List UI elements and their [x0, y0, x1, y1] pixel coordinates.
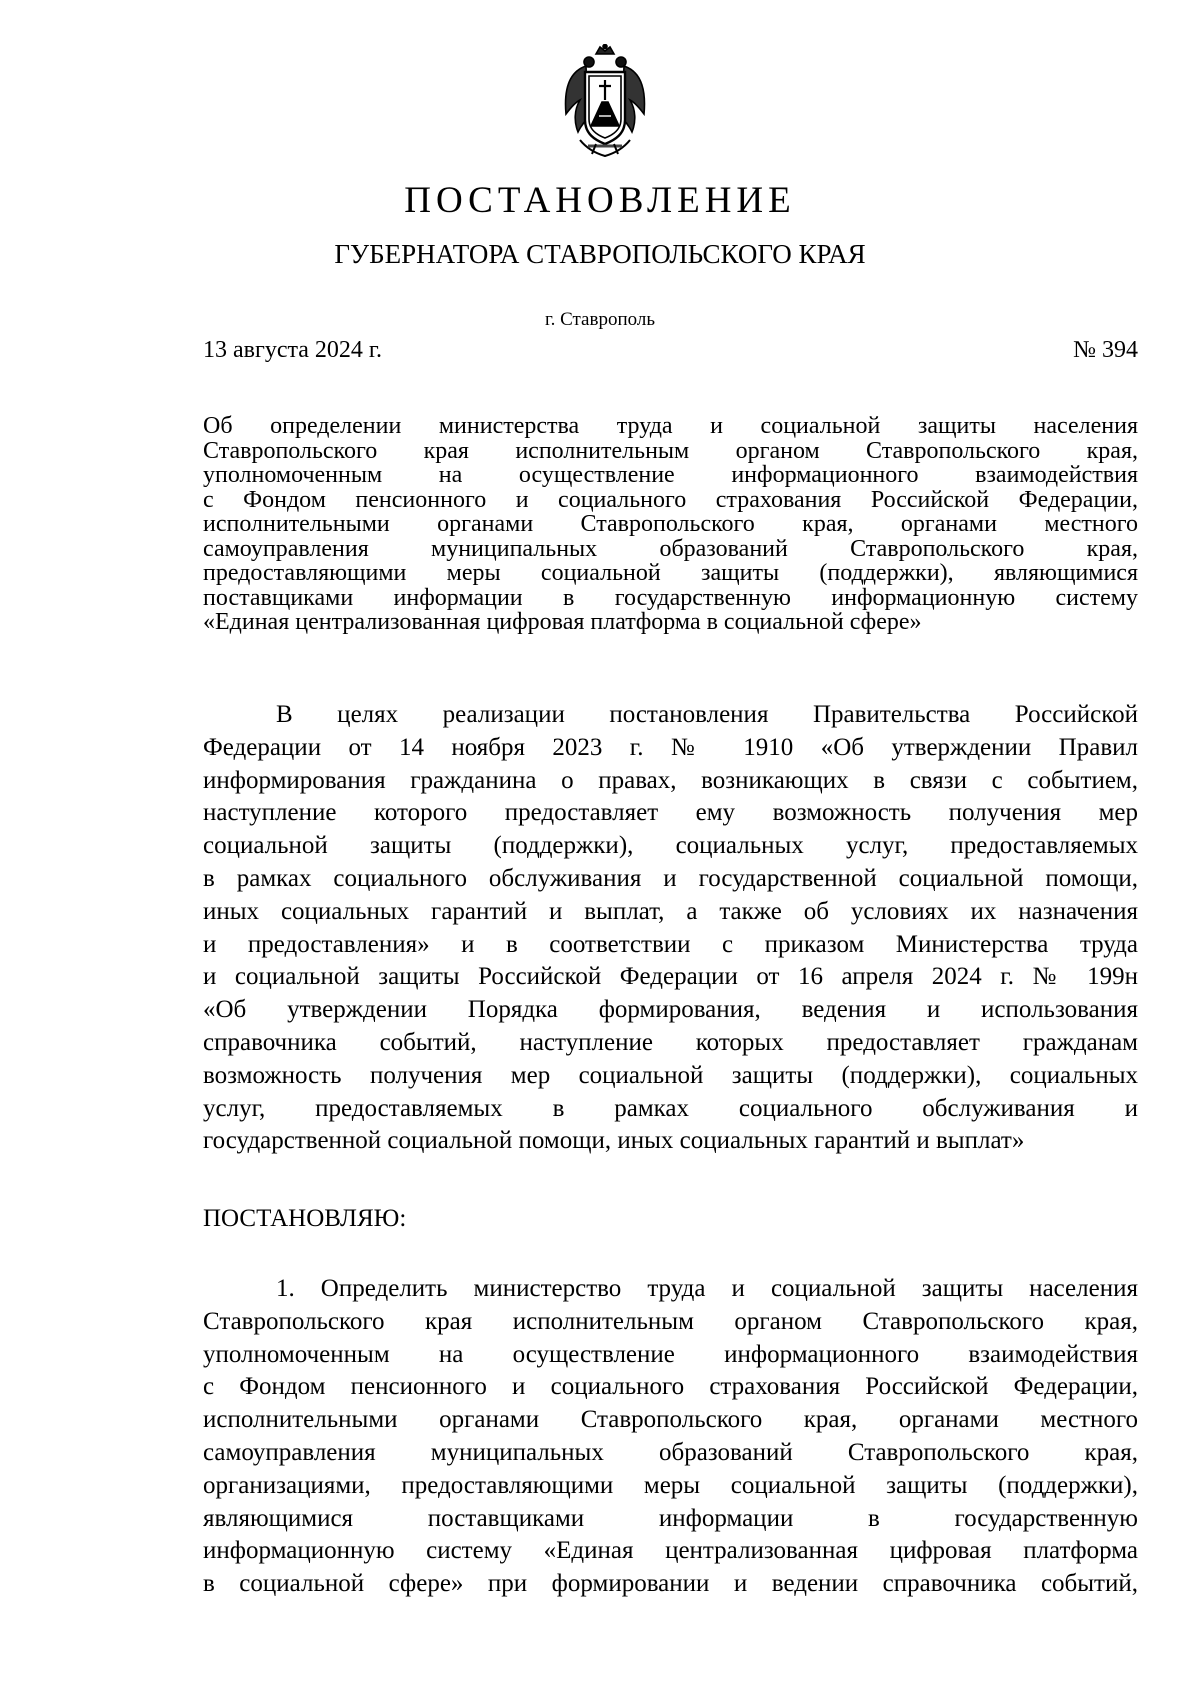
document-number: № 394: [1073, 337, 1138, 363]
heading-line: с Фондом пенсионного и социального страхования Российской Федерации,: [203, 486, 1138, 513]
preamble-line: возможность получения мер социальной защиты (поддержки), социальных: [203, 1061, 1138, 1089]
decree-word: ПОСТАНОВЛЯЮ:: [203, 1205, 407, 1232]
preamble-line: «Об утверждении Порядка формирования, ведения и использования: [203, 996, 1138, 1024]
preamble-line: и предоставления» и в соответствии с приказом Министерства труда: [203, 930, 1138, 958]
city-name: г. Ставрополь: [544, 309, 656, 330]
preamble-line: государственной социальной помощи, иных социальных гарантий и выплат»: [203, 1127, 1025, 1155]
preamble-line: информирования гражданина о правах, возникающих в связи с событием,: [203, 766, 1138, 794]
preamble-line: услуг, предоставляемых в рамках социального обслуживания и: [203, 1094, 1138, 1122]
item-1-paragraph: [203, 1273, 1138, 1601]
preamble-line: В целях реализации постановления Правительства Российской: [276, 701, 1138, 728]
preamble-line: наступление которого предоставляет ему возможность получения мер: [203, 799, 1138, 827]
preamble-paragraph: [203, 699, 1138, 1158]
preamble-line: справочника событий, наступление которых предоставляет гражданам: [203, 1028, 1138, 1056]
heading-line: Об определении министерства труда и социальной защиты населения: [203, 413, 1138, 439]
item-line: являющимися поставщиками информации в государственную: [203, 1504, 1138, 1532]
heading-line: «Единая централизованная цифровая платформа в социальной сфере»: [203, 609, 922, 635]
heading-line: уполномоченным на осуществление информационного взаимодействия: [203, 462, 1138, 488]
preamble-line: Федерации от 14 ноября 2023 г. № 1910 «Об утверждении Правил: [203, 733, 1138, 761]
heading-line: предоставляющими меры социальной защиты (поддержки), являющимися: [203, 560, 1138, 586]
heading-line: самоуправления муниципальных образований Ставропольского края,: [203, 535, 1138, 562]
item-line: информационную систему «Единая централизованная цифровая платформа: [203, 1537, 1138, 1565]
item-line: с Фондом пенсионного и социального страхования Российской Федерации,: [203, 1373, 1138, 1401]
preamble-line: социальной защиты (поддержки), социальных услуг, предоставляемых: [203, 832, 1138, 860]
item-line: исполнительными органами Ставропольского края, органами местного: [203, 1406, 1138, 1434]
heading-line: поставщиками информации в государственную информационную систему: [203, 584, 1138, 611]
item-line: Ставропольского края исполнительным органом Ставропольского края,: [203, 1307, 1138, 1335]
item-line: самоуправления муниципальных образований Ставропольского края,: [203, 1438, 1138, 1466]
item-line: уполномоченным на осуществление информационного взаимодействия: [203, 1340, 1138, 1368]
item-line: 1. Определить министерство труда и социальной защиты населения: [276, 1275, 1138, 1302]
preamble-line: иных социальных гарантий и выплат, а также об условиях их назначения: [203, 897, 1138, 925]
preamble-line: в рамках социального обслуживания и государственной социальной помощи,: [203, 864, 1138, 892]
heading-line: Ставропольского края исполнительным органом Ставропольского края,: [203, 437, 1138, 464]
coat-of-arms-emblem: [558, 44, 652, 162]
preamble-line: и социальной защиты Российской Федерации от 16 апреля 2024 г. № 199н: [203, 963, 1138, 991]
item-line: организациями, предоставляющими меры социальной защиты (поддержки),: [203, 1471, 1138, 1499]
heading-line: исполнительными органами Ставропольского края, органами местного: [203, 511, 1138, 537]
document-subtitle: ГУБЕРНАТОРА СТАВРОПОЛЬСКОГО КРАЯ: [334, 239, 866, 269]
document-date: 13 августа 2024 г.: [203, 337, 383, 363]
item-line: в социальной сфере» при формировании и ведении справочника событий,: [203, 1570, 1138, 1598]
document-heading: [203, 414, 1138, 635]
document-title: ПОСТАНОВЛЕНИЕ: [404, 180, 796, 221]
